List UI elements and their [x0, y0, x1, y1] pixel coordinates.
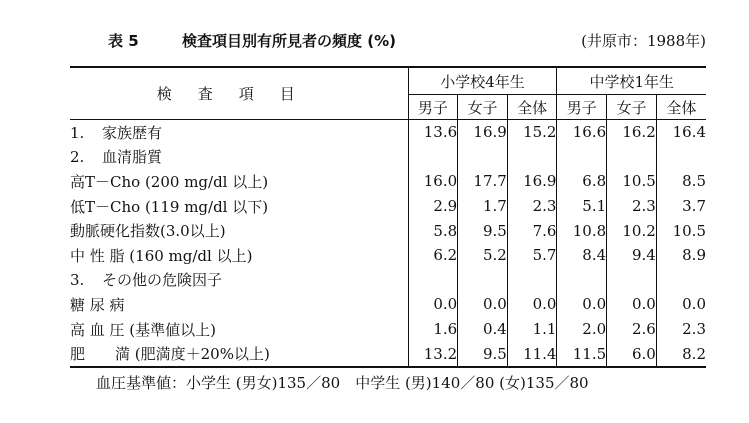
cell-value: 8.4 — [557, 243, 607, 268]
cell-value — [557, 268, 607, 293]
cell-value — [507, 268, 557, 293]
row-label: 動脈硬化指数(3.0以上) — [70, 222, 226, 241]
cell-value: 5.1 — [557, 194, 607, 219]
cell-value — [458, 268, 508, 293]
cell-value: 11.5 — [557, 341, 607, 367]
findings-table — [70, 66, 706, 368]
subheader-elementary-boys: 男子 — [408, 95, 458, 120]
row-item-label — [70, 194, 408, 219]
subheader-elementary-total: 全体 — [507, 95, 557, 120]
table-row — [70, 292, 706, 317]
cell-value: 10.5 — [672, 221, 706, 240]
row-label: 血清脂質 — [102, 148, 163, 167]
row-label: 高 血 圧 (基準値以上) — [70, 320, 217, 339]
cell-value: 9.5 — [458, 341, 508, 367]
row-number: 2. — [70, 148, 85, 167]
cell-value — [607, 145, 657, 170]
cell-value — [408, 145, 458, 170]
cell-value: 17.7 — [458, 169, 508, 194]
table-source: (井原市：1988年) — [581, 32, 706, 50]
cell-value: 2.3 — [507, 194, 557, 219]
cell-value — [607, 268, 657, 293]
group-header-elementary: 小学校4年生 — [408, 67, 557, 95]
cell-value: 10.2 — [607, 218, 657, 243]
cell-value: 2.3 — [607, 194, 657, 219]
cell-value: 2.3 — [682, 320, 706, 339]
item-column-header: 検査項目 — [70, 67, 408, 120]
cell-value: 8.5 — [682, 172, 706, 191]
cell-value: 0.0 — [507, 292, 557, 317]
cell-value: 13.6 — [408, 120, 458, 145]
table-caption — [86, 30, 706, 54]
cell-value: 2.9 — [408, 194, 458, 219]
table-row — [70, 120, 706, 145]
table-row — [70, 145, 706, 170]
row-label: 肥 満 (肥満度＋20%以上) — [70, 345, 270, 364]
table-row — [70, 268, 706, 293]
cell-value: 0.0 — [458, 292, 508, 317]
row-item-label — [70, 243, 408, 268]
group-header-junior-high: 中学校1年生 — [557, 67, 706, 95]
row-label: 高T－Cho (200 mg/dl 以上) — [70, 172, 269, 191]
subheader-junior-girls: 女子 — [607, 95, 657, 120]
footnote: 血圧基準値：小学生 (男女)135／80 中学生 (男)140／80 (女)135／80 — [96, 374, 589, 392]
cell-value — [458, 145, 508, 170]
header-row-groups — [70, 67, 706, 95]
table-row — [70, 194, 706, 219]
table-title: 検査項目別有所見者の頻度 (%) — [182, 32, 396, 50]
cell-value: 6.0 — [607, 341, 657, 367]
row-number: 1. — [70, 123, 85, 142]
row-item-label — [70, 120, 408, 145]
cell-value: 0.0 — [557, 292, 607, 317]
cell-value — [408, 268, 458, 293]
cell-value: 13.2 — [408, 341, 458, 367]
row-item-label — [70, 317, 408, 342]
cell-value: 5.2 — [458, 243, 508, 268]
cell-value: 16.2 — [607, 120, 657, 145]
table-row — [70, 218, 706, 243]
cell-value: 5.7 — [507, 243, 557, 268]
cell-value: 11.4 — [507, 341, 557, 367]
table-row — [70, 341, 706, 367]
subheader-elementary-girls: 女子 — [458, 95, 508, 120]
subheader-junior-total: 全体 — [656, 95, 706, 120]
row-label: 糖 尿 病 — [70, 295, 125, 314]
cell-value: 0.0 — [682, 295, 706, 314]
cell-value: 16.0 — [408, 169, 458, 194]
row-label: 中 性 脂 (160 mg/dl 以上) — [70, 246, 253, 265]
cell-value: 1.7 — [458, 194, 508, 219]
cell-value — [656, 145, 706, 170]
cell-value: 16.9 — [458, 120, 508, 145]
cell-value: 10.5 — [607, 169, 657, 194]
row-item-label — [70, 145, 408, 170]
cell-value: 3.7 — [682, 197, 706, 216]
cell-value: 6.2 — [408, 243, 458, 268]
cell-value — [507, 145, 557, 170]
table-row — [70, 243, 706, 268]
cell-value: 16.4 — [672, 123, 706, 142]
row-number: 3. — [70, 271, 85, 290]
cell-value: 1.1 — [507, 317, 557, 342]
cell-value: 15.2 — [507, 120, 557, 145]
table-row — [70, 317, 706, 342]
subheader-junior-boys: 男子 — [557, 95, 607, 120]
row-label: 低T－Cho (119 mg/dl 以下) — [70, 197, 269, 216]
cell-value: 8.2 — [682, 344, 706, 363]
cell-value: 8.9 — [682, 246, 706, 265]
cell-value: 10.8 — [557, 218, 607, 243]
cell-value: 2.0 — [557, 317, 607, 342]
table-body — [70, 120, 706, 367]
cell-value: 16.9 — [507, 169, 557, 194]
row-label: 家族歴有 — [102, 123, 163, 142]
cell-value: 6.8 — [557, 169, 607, 194]
cell-value: 9.4 — [607, 243, 657, 268]
cell-value: 7.6 — [507, 218, 557, 243]
cell-value: 5.8 — [408, 218, 458, 243]
row-item-label — [70, 341, 408, 367]
cell-value: 0.4 — [458, 317, 508, 342]
cell-value — [656, 268, 706, 293]
cell-value — [557, 145, 607, 170]
table-number: 表 5 — [108, 32, 139, 50]
cell-value: 0.0 — [607, 292, 657, 317]
table-row — [70, 169, 706, 194]
row-item-label — [70, 292, 408, 317]
row-item-label — [70, 218, 408, 243]
cell-value: 0.0 — [408, 292, 458, 317]
cell-value: 2.6 — [607, 317, 657, 342]
cell-value: 16.6 — [557, 120, 607, 145]
row-label: その他の危険因子 — [102, 271, 223, 290]
cell-value: 1.6 — [408, 317, 458, 342]
row-item-label — [70, 268, 408, 293]
row-item-label — [70, 169, 408, 194]
cell-value: 9.5 — [458, 218, 508, 243]
